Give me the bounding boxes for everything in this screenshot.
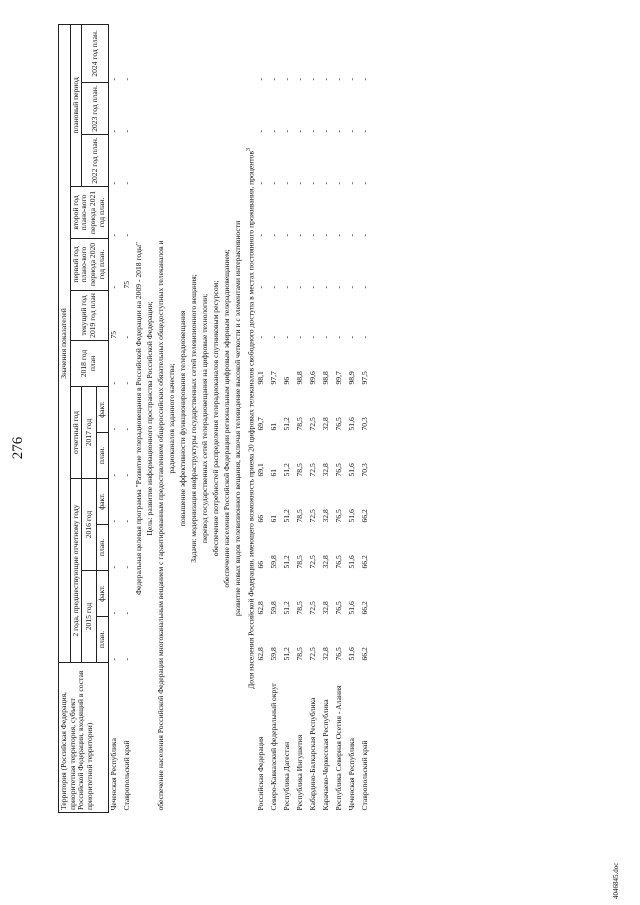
row-value: - xyxy=(121,473,131,477)
row-value: 51,6 xyxy=(346,555,356,569)
row-value: 32,8 xyxy=(320,647,330,661)
header-second-year: второй год плано-вого периода 2021 год план. xyxy=(70,187,108,239)
row-value: 69,7 xyxy=(255,417,265,431)
row-value: - xyxy=(307,181,317,185)
row-value: 78,5 xyxy=(294,601,304,615)
row-territory: Республика Ингушетия xyxy=(294,734,304,811)
row-value: - xyxy=(307,285,317,289)
row-value: 98,9 xyxy=(346,371,356,385)
row-value: 96 xyxy=(281,376,291,385)
table-body-main xyxy=(256,24,373,812)
row-value: - xyxy=(359,285,369,289)
program-task: обеспечение потребностей распределения телерадиоканалов спутниковым ресурсом; xyxy=(210,280,220,557)
table-row xyxy=(295,24,308,812)
header-reporting-year: отчетный год xyxy=(70,387,82,479)
row-value: - xyxy=(294,335,304,339)
row-value: - xyxy=(121,77,131,81)
indicator-table xyxy=(58,24,373,813)
row-value: 70,3 xyxy=(359,417,369,431)
row-value: 51,2 xyxy=(281,509,291,523)
header-first-year: первый год плано-вого периода 2020 год план. xyxy=(70,239,108,291)
header-two-years-before: 2 года, предшествующие отчетному году xyxy=(70,479,82,663)
row-value: - xyxy=(294,77,304,81)
row-value: - xyxy=(320,181,330,185)
row-value: - xyxy=(108,611,118,615)
row-territory: Российская Федерация xyxy=(255,736,265,811)
row-value: - xyxy=(121,565,131,569)
row-value: - xyxy=(294,129,304,133)
table-row xyxy=(334,24,347,812)
table-header xyxy=(59,24,109,812)
row-value: - xyxy=(255,181,265,185)
table-body-top xyxy=(108,24,135,812)
row-value: - xyxy=(359,129,369,133)
row-value: - xyxy=(333,285,343,289)
row-value: - xyxy=(320,129,330,133)
row-value: 72,5 xyxy=(307,601,317,615)
row-value: 51,6 xyxy=(346,417,356,431)
program-block xyxy=(135,24,256,812)
row-value: - xyxy=(121,129,131,133)
header-2017: 2017 год xyxy=(82,387,96,479)
doc-id: 4046845.doc xyxy=(612,862,620,899)
row-value: 78,5 xyxy=(294,417,304,431)
row-value: - xyxy=(108,657,118,661)
row-value: - xyxy=(108,473,118,477)
header-2015: 2015 год xyxy=(82,571,96,663)
program-task: Задачи: модернизация инфраструктуры государственных сетей телевизионного вещания; xyxy=(188,274,198,563)
row-value: - xyxy=(320,233,330,237)
header-2024: 2024 год план. xyxy=(82,24,108,82)
program-goal: повышение эффективности функционирования телерадиовещания xyxy=(177,310,187,527)
row-value: - xyxy=(121,519,131,523)
page-number: 276 xyxy=(10,436,26,460)
program-title: Федеральная целевая программа "Развитие телерадиовещания в Российской Федерации на 2009 - 2018 годы" xyxy=(133,241,143,595)
row-value: - xyxy=(268,129,278,133)
table-row xyxy=(321,24,334,812)
row-value: - xyxy=(108,519,118,523)
row-value: 78,5 xyxy=(294,463,304,477)
row-value: 72,5 xyxy=(307,417,317,431)
row-value: - xyxy=(121,233,131,237)
row-value: - xyxy=(346,233,356,237)
row-value: 62,8 xyxy=(255,647,265,661)
row-value: 51,2 xyxy=(281,555,291,569)
row-value: - xyxy=(108,285,118,289)
row-value: 59,8 xyxy=(268,555,278,569)
row-value: 51,6 xyxy=(346,601,356,615)
row-value: - xyxy=(121,181,131,185)
row-value: - xyxy=(346,335,356,339)
row-value: - xyxy=(281,77,291,81)
row-value: - xyxy=(320,77,330,81)
row-value: - xyxy=(121,611,131,615)
row-value: - xyxy=(108,181,118,185)
row-value: - xyxy=(255,335,265,339)
row-value: - xyxy=(359,335,369,339)
row-value: - xyxy=(333,77,343,81)
row-territory: Республика Северная Осетия - Алания xyxy=(333,685,343,811)
row-territory: Ставропольский край xyxy=(359,740,369,811)
row-territory: Карачаево-Черкесская Республика xyxy=(320,699,330,811)
table-row xyxy=(256,24,269,812)
header-territory: Территория (Российская Федерация, приоритетная территория, субъект Российской Федерации, входящий в состав приоритетной территории) xyxy=(59,663,109,813)
row-value: 97,7 xyxy=(268,371,278,385)
row-value: - xyxy=(108,427,118,431)
row-value: - xyxy=(121,381,131,385)
row-value: 70,3 xyxy=(359,463,369,477)
header-fact: факт. xyxy=(96,479,108,525)
row-value: - xyxy=(307,77,317,81)
header-plan: план. xyxy=(96,525,108,571)
row-value: - xyxy=(108,77,118,81)
row-value: - xyxy=(281,181,291,185)
row-value: 75 xyxy=(108,330,118,339)
row-value: - xyxy=(281,233,291,237)
row-value: 32,8 xyxy=(320,601,330,615)
row-value: - xyxy=(255,285,265,289)
row-value: - xyxy=(281,335,291,339)
header-plan: план. xyxy=(96,433,108,479)
row-value: 51,2 xyxy=(281,647,291,661)
row-value: - xyxy=(281,129,291,133)
row-value: 69,1 xyxy=(255,463,265,477)
row-value: 66,2 xyxy=(359,555,369,569)
row-value: - xyxy=(320,335,330,339)
header-2018: 2018 год план xyxy=(70,341,108,387)
row-value: 51,6 xyxy=(346,509,356,523)
row-value: 98,1 xyxy=(255,371,265,385)
row-value: - xyxy=(359,233,369,237)
row-value: 76,5 xyxy=(333,417,343,431)
row-value: - xyxy=(307,129,317,133)
header-fact: факт. xyxy=(96,387,108,433)
row-territory: Северо-Кавказский федеральный округ xyxy=(268,682,278,811)
indicator-footnote: 3 xyxy=(244,147,252,152)
row-value: - xyxy=(108,129,118,133)
row-value: - xyxy=(359,181,369,185)
row-value: - xyxy=(359,77,369,81)
row-value: 32,8 xyxy=(320,463,330,477)
header-plan: план. xyxy=(96,617,108,663)
row-territory: Республика Дагестан xyxy=(281,741,291,811)
row-territory: Чеченская Республика xyxy=(346,738,356,811)
table-row xyxy=(360,24,373,812)
row-value: 32,8 xyxy=(320,417,330,431)
row-value: 78,5 xyxy=(294,509,304,523)
row-value: - xyxy=(268,233,278,237)
row-value: - xyxy=(121,427,131,431)
program-goal: радиоканалов заданного качества; xyxy=(166,363,176,474)
program-goal: обеспечение населения Российской Федерации многоканальным вещанием с гарантированным предоставлением общероссийских обязательных общедоступных телеканалов и xyxy=(155,240,165,811)
row-value: - xyxy=(346,181,356,185)
row-value: - xyxy=(121,335,131,339)
indicator-title xyxy=(245,24,256,812)
row-value: - xyxy=(108,381,118,385)
row-value: - xyxy=(307,233,317,237)
row-value: - xyxy=(294,285,304,289)
table-row xyxy=(122,24,135,812)
row-value: 66 xyxy=(255,514,265,523)
row-value: 51,2 xyxy=(281,463,291,477)
row-value: - xyxy=(255,77,265,81)
row-value: 99,7 xyxy=(333,371,343,385)
row-value: 66,2 xyxy=(359,509,369,523)
row-value: 76,5 xyxy=(333,463,343,477)
row-value: - xyxy=(346,77,356,81)
header-planning-period: плановый период xyxy=(70,24,82,186)
row-value: - xyxy=(268,285,278,289)
row-value: 72,5 xyxy=(307,647,317,661)
row-value: 62,8 xyxy=(255,601,265,615)
row-value: 78,5 xyxy=(294,647,304,661)
row-value: 51,2 xyxy=(281,601,291,615)
header-indicators: Значения показателей xyxy=(59,24,71,662)
row-value: 51,6 xyxy=(346,647,356,661)
row-value: - xyxy=(121,657,131,661)
row-value: 59,8 xyxy=(268,601,278,615)
row-value: 66 xyxy=(255,560,265,569)
row-value: - xyxy=(333,335,343,339)
row-value: 61 xyxy=(268,468,278,477)
row-value: 76,5 xyxy=(333,647,343,661)
header-fact: факт. xyxy=(96,571,108,617)
row-value: - xyxy=(281,285,291,289)
row-value: 76,5 xyxy=(333,601,343,615)
row-value: - xyxy=(268,181,278,185)
row-value: - xyxy=(333,233,343,237)
table-row xyxy=(108,24,122,812)
row-value: - xyxy=(268,77,278,81)
row-value: - xyxy=(346,285,356,289)
row-value: - xyxy=(108,565,118,569)
program-task: перевод государственных сетей телерадиовещания на цифровые технологии; xyxy=(199,293,209,544)
row-value: 98,8 xyxy=(294,371,304,385)
row-value: - xyxy=(268,335,278,339)
program-goal: Цель: развитие информационного пространства Российской Федерации; xyxy=(144,301,154,536)
program-task: обеспечение населения Российской Федерации региональным цифровым эфирным телерадиовещанием; xyxy=(221,249,231,588)
row-value: 59,8 xyxy=(268,647,278,661)
row-value: 61 xyxy=(268,514,278,523)
row-value: - xyxy=(346,129,356,133)
row-value: 97,5 xyxy=(359,371,369,385)
header-2016: 2016 год xyxy=(82,479,96,571)
row-value: 61 xyxy=(268,422,278,431)
row-value: - xyxy=(108,233,118,237)
row-value: - xyxy=(255,233,265,237)
table-row xyxy=(347,24,360,812)
row-value: - xyxy=(294,233,304,237)
program-task: развитие новых видов телевизионного вещания, включая телевидение высокой четкости и с элементами интерактивности xyxy=(232,220,242,616)
row-territory: Кабардино-Балкарская Республика xyxy=(307,697,317,811)
row-value: 51,6 xyxy=(346,463,356,477)
row-value: - xyxy=(255,129,265,133)
row-value: - xyxy=(333,181,343,185)
row-value: 75 xyxy=(121,280,131,289)
row-territory: Ставропольский край xyxy=(121,740,131,811)
row-value: 66,2 xyxy=(359,647,369,661)
header-2022: 2022 год план. xyxy=(82,135,108,187)
row-value: 32,8 xyxy=(320,555,330,569)
row-value: 76,5 xyxy=(333,509,343,523)
row-territory: Чеченская Республика xyxy=(108,738,118,811)
header-2023: 2023 год план. xyxy=(82,83,108,135)
row-value: - xyxy=(320,285,330,289)
row-value: 99,6 xyxy=(307,371,317,385)
row-value: 72,5 xyxy=(307,463,317,477)
row-value: - xyxy=(294,181,304,185)
table-row xyxy=(282,24,295,812)
row-value: 72,5 xyxy=(307,509,317,523)
row-value: 76,5 xyxy=(333,555,343,569)
row-value: 32,8 xyxy=(320,509,330,523)
row-value: 98,8 xyxy=(320,371,330,385)
table-row xyxy=(269,24,282,812)
row-value: 51,2 xyxy=(281,417,291,431)
row-value: 66,2 xyxy=(359,601,369,615)
header-current-year: текущий год 2019 год план xyxy=(70,291,108,341)
row-value: 72,5 xyxy=(307,555,317,569)
indicator-title-text: Доля населения Российской Федерации, имеющего возможность приема 20 цифровых телеканалов свободного доступа в местах постоянного проживания, процентов xyxy=(246,151,256,689)
table-row xyxy=(308,24,321,812)
row-value: 78,5 xyxy=(294,555,304,569)
row-value: - xyxy=(307,335,317,339)
row-value: - xyxy=(333,129,343,133)
